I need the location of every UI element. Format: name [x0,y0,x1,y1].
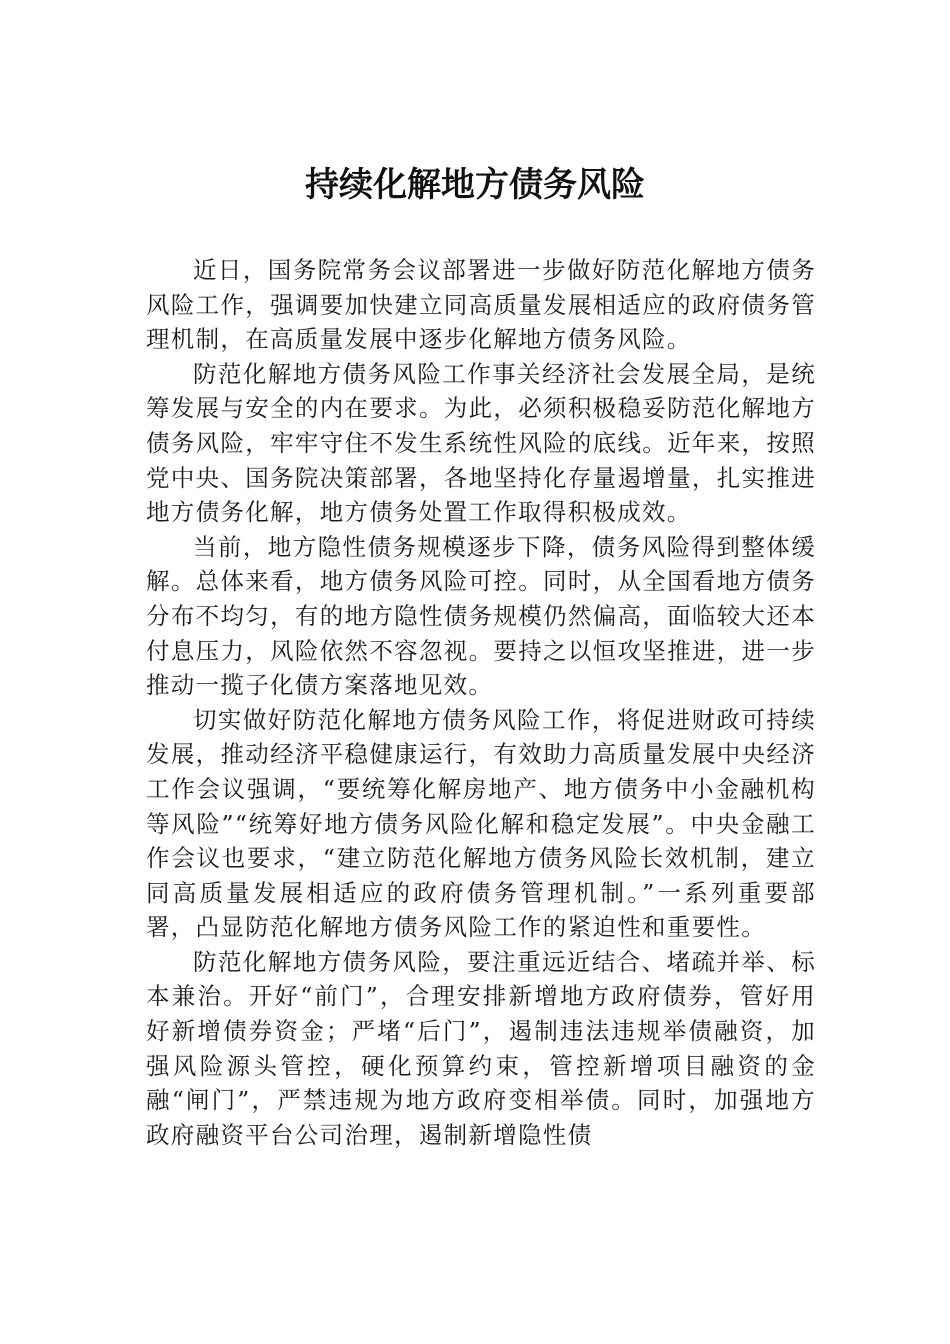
paragraph-5: 防范化解地方债务风险，要注重远近结合、堵疏并举、标本兼治。开好“前门”，合理安排新增地方政府债券，管好用好新增债券资金；严堵“后门”，遏制违法违规举债融资，加强风险源头管控，硬化预算约束，管控新增项目融资的金融“闸门”，严禁违规为地方政府变相举债。同时，加强地方政府融资平台公司治理，遏制新增隐性债 [146,947,816,1149]
paragraph-1: 近日，国务院常务会议部署进一步做好防范化解地方债务风险工作，强调要加快建立同高质量发展相适应的政府债务管理机制，在高质量发展中逐步化解地方债务风险。 [146,256,816,354]
paragraph-4: 切实做好防范化解地方债务风险工作，将促进财政可持续发展，推动经济平稳健康运行，有效助力高质量发展中央经济工作会议强调，“要统筹化解房地产、地方债务中小金融机构等风险”“统筹好地方债务风险化解和稳定发展”。中央金融工作会议也要求，“建立防范化解地方债务风险长效机制，建立同高质量发展相适应的政府债务管理机制。”一系列重要部署，凸显防范化解地方债务风险工作的紧迫性和重要性。 [146,705,816,942]
document-title: 持续化解地方债务风险 [305,165,645,205]
paragraph-2: 防范化解地方债务风险工作事关经济社会发展全局，是统筹发展与安全的内在要求。为此，必须积极稳妥防范化解地方债务风险，牢牢守住不发生系统性风险的底线。近年来，按照党中央、国务院决策部署，各地坚持化存量遏增量，扎实推进地方债务化解，地方债务处置工作取得积极成效。 [146,359,816,527]
paragraph-3: 当前，地方隐性债务规模逐步下降，债务风险得到整体缓解。总体来看，地方债务风险可控。同时，从全国看地方债务分布不均匀，有的地方隐性债务规模仍然偏高，面临较大还本付息压力，风险依然不容忽视。要持之以恒攻坚推进，进一步推动一揽子化债方案落地见效。 [146,532,816,700]
document-body [146,253,816,1152]
